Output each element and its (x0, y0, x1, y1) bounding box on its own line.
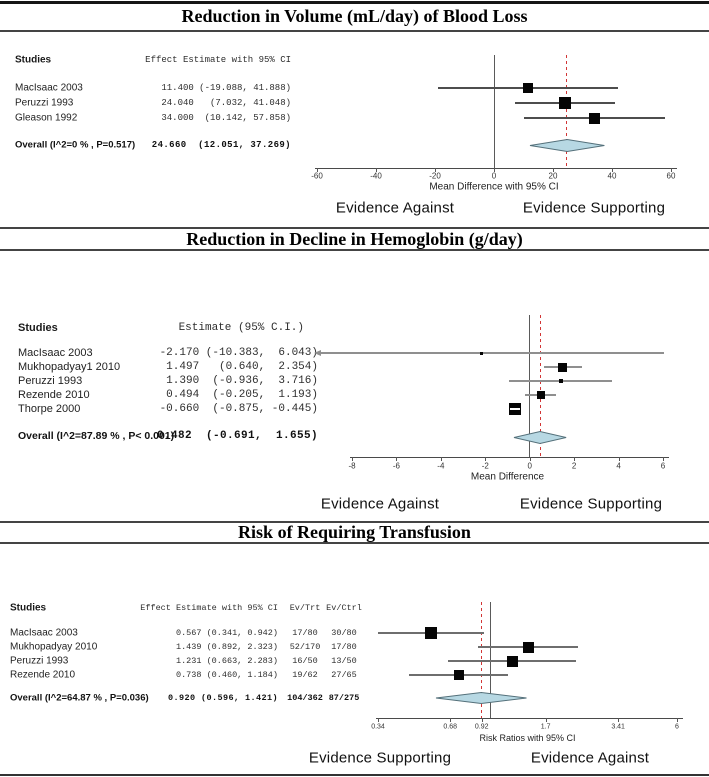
evidence-right-label: Evidence Against (530, 749, 650, 767)
axis-tick-label: 3.41 (611, 723, 625, 731)
x-axis (315, 168, 677, 169)
point-estimate-marker (509, 403, 521, 415)
summary-diamond (436, 692, 527, 704)
column-header-estimate: Effect Estimate with 95% CI (145, 55, 291, 65)
study-name: MacIsaac 2003 (18, 347, 93, 359)
point-estimate-marker (537, 391, 545, 399)
overall-label: Overall (I^2=87.89 % , P< 0.001) (18, 430, 175, 442)
axis-tick-label: 0.68 (443, 723, 457, 731)
section-title-hemoglobin: Reduction in Decline in Hemoglobin (g/day) (186, 229, 523, 249)
study-estimate: 1.497 (0.640, 2.354) (159, 361, 318, 373)
axis-tick (352, 457, 353, 461)
axis-tick (677, 718, 678, 722)
axis-tick (485, 457, 486, 461)
study-name: Mukhopadyay1 2010 (18, 361, 121, 373)
axis-tick (396, 457, 397, 461)
overall-ev-trt: 104/362 (287, 693, 323, 703)
axis-tick-label: -40 (370, 171, 382, 181)
study-ev-ctrl: 27/65 (331, 670, 357, 680)
axis-tick-label: 4 (616, 461, 621, 471)
study-estimate: 11.400 (-19.088, 41.888) (161, 83, 291, 93)
study-ev-trt: 17/80 (292, 628, 318, 638)
point-estimate-marker (523, 83, 533, 93)
x-axis-title: Mean Difference with 95% CI (429, 181, 559, 193)
column-header-studies: Studies (10, 602, 47, 614)
study-ev-ctrl: 17/80 (331, 642, 357, 652)
axis-tick-label: 6 (675, 723, 679, 731)
axis-tick-label: 6 (660, 461, 666, 471)
point-estimate-marker (559, 379, 563, 383)
overall-label: Overall (I^2=64.87 % , P=0.036) (10, 692, 149, 704)
axis-tick (450, 718, 451, 722)
study-estimate: -0.660 (-0.875, -0.445) (159, 403, 318, 415)
study-ev-trt: 52/170 (289, 642, 321, 652)
study-name: MacIsaac 2003 (15, 82, 83, 94)
axis-tick-label: 0 (491, 171, 497, 181)
divider (0, 542, 709, 544)
summary-diamond (514, 431, 566, 444)
axis-tick-label: -60 (311, 171, 323, 181)
axis-tick-label: -4 (437, 461, 445, 471)
study-estimate: 1.439 (0.892, 2.323) (175, 642, 278, 652)
x-axis-title: Mean Difference (470, 471, 545, 483)
point-estimate-marker (523, 642, 534, 653)
axis-tick-label: -8 (348, 461, 356, 471)
evidence-left-label: Evidence Supporting (308, 749, 452, 767)
study-ev-trt: 19/62 (292, 670, 318, 680)
study-name: Thorpe 2000 (18, 403, 81, 415)
axis-tick (530, 457, 531, 461)
study-estimate: 34.000 (10.142, 57.858) (161, 113, 291, 123)
marker-stripe (510, 408, 520, 410)
point-estimate-marker (507, 656, 518, 667)
study-name: MacIsaac 2003 (10, 627, 78, 639)
study-estimate: 0.494 (-0.205, 1.193) (159, 389, 318, 401)
x-axis (350, 457, 669, 458)
point-estimate-marker (425, 627, 437, 639)
column-header-ev-trt: Ev/Trt (289, 603, 321, 613)
null-reference-line (494, 55, 495, 168)
axis-tick (574, 457, 575, 461)
overall-estimate: 0.920 (0.596, 1.421) (167, 693, 278, 703)
axis-tick (618, 718, 619, 722)
axis-tick-label: 0.34 (371, 723, 385, 731)
column-header-estimate: Effect Estimate with 95% CI (140, 603, 278, 613)
study-name: Peruzzi 1993 (15, 97, 74, 109)
axis-tick (546, 718, 547, 722)
axis-tick-label: 40 (607, 171, 617, 181)
evidence-right-label: Evidence Supporting (519, 495, 663, 513)
axis-tick-label: 20 (548, 171, 558, 181)
column-header-estimate: Estimate (95% C.I.) (178, 322, 304, 334)
study-name: Peruzzi 1993 (18, 375, 83, 387)
study-name: Rezende 2010 (18, 389, 90, 401)
point-estimate-marker (558, 363, 567, 372)
column-header-ev-ctrl: Ev/Ctrl (326, 603, 362, 613)
overall-estimate: 0.482 (-0.691, 1.655) (149, 430, 318, 442)
evidence-left-label: Evidence Against (335, 199, 455, 217)
axis-tick (619, 457, 620, 461)
column-header-studies: Studies (18, 322, 58, 334)
axis-tick (441, 457, 442, 461)
axis-tick-label: -6 (392, 461, 400, 471)
study-name: Rezende 2010 (10, 669, 76, 681)
overall-ev-ctrl: 87/275 (328, 693, 360, 703)
evidence-right-label: Evidence Supporting (522, 199, 666, 217)
study-estimate: -2.170 (-10.383, 6.043) (159, 347, 318, 359)
axis-tick-label: 1.7 (540, 723, 551, 731)
point-estimate-marker (559, 97, 571, 109)
axis-tick (482, 718, 483, 722)
x-axis (376, 718, 683, 719)
point-estimate-marker (589, 113, 600, 124)
axis-tick-label: -2 (481, 461, 489, 471)
study-ev-trt: 16/50 (292, 656, 318, 666)
summary-diamond (530, 139, 604, 152)
divider (0, 249, 709, 251)
study-ev-ctrl: 13/50 (331, 656, 357, 666)
axis-tick (378, 718, 379, 722)
section-title-blood-loss: Reduction in Volume (mL/day) of Blood Loss (181, 6, 528, 26)
study-estimate: 24.040 (7.032, 41.048) (161, 98, 291, 108)
axis-tick-label: 60 (666, 171, 676, 181)
axis-tick (663, 457, 664, 461)
section-title-transfusion: Risk of Requiring Transfusion (238, 522, 471, 542)
axis-tick-label: -20 (429, 171, 441, 181)
point-estimate-marker (454, 670, 464, 680)
x-axis-title: Risk Ratios with 95% CI (479, 733, 576, 743)
point-estimate-marker (480, 352, 483, 355)
overall-estimate: 24.660 (12.051, 37.269) (151, 140, 291, 150)
study-estimate: 0.738 (0.460, 1.184) (175, 670, 278, 680)
study-estimate: 1.390 (-0.936, 3.716) (159, 375, 318, 387)
column-header-studies: Studies (15, 54, 52, 66)
axis-tick-label: 0.92 (474, 723, 489, 731)
study-estimate: 0.567 (0.341, 0.942) (175, 628, 278, 638)
axis-tick-label: 0 (527, 461, 532, 471)
study-name: Peruzzi 1993 (10, 655, 69, 667)
study-ev-ctrl: 30/80 (331, 628, 357, 638)
confidence-interval-line (320, 352, 664, 353)
overall-label: Overall (I^2=0 % , P=0.517) (15, 139, 136, 151)
evidence-left-label: Evidence Against (320, 495, 440, 513)
divider-bottom (0, 774, 709, 776)
divider (0, 30, 709, 32)
study-name: Mukhopadyay 2010 (10, 641, 98, 653)
study-name: Gleason 1992 (15, 112, 78, 124)
axis-tick-label: 2 (571, 461, 577, 471)
study-estimate: 1.231 (0.663, 2.283) (175, 656, 278, 666)
